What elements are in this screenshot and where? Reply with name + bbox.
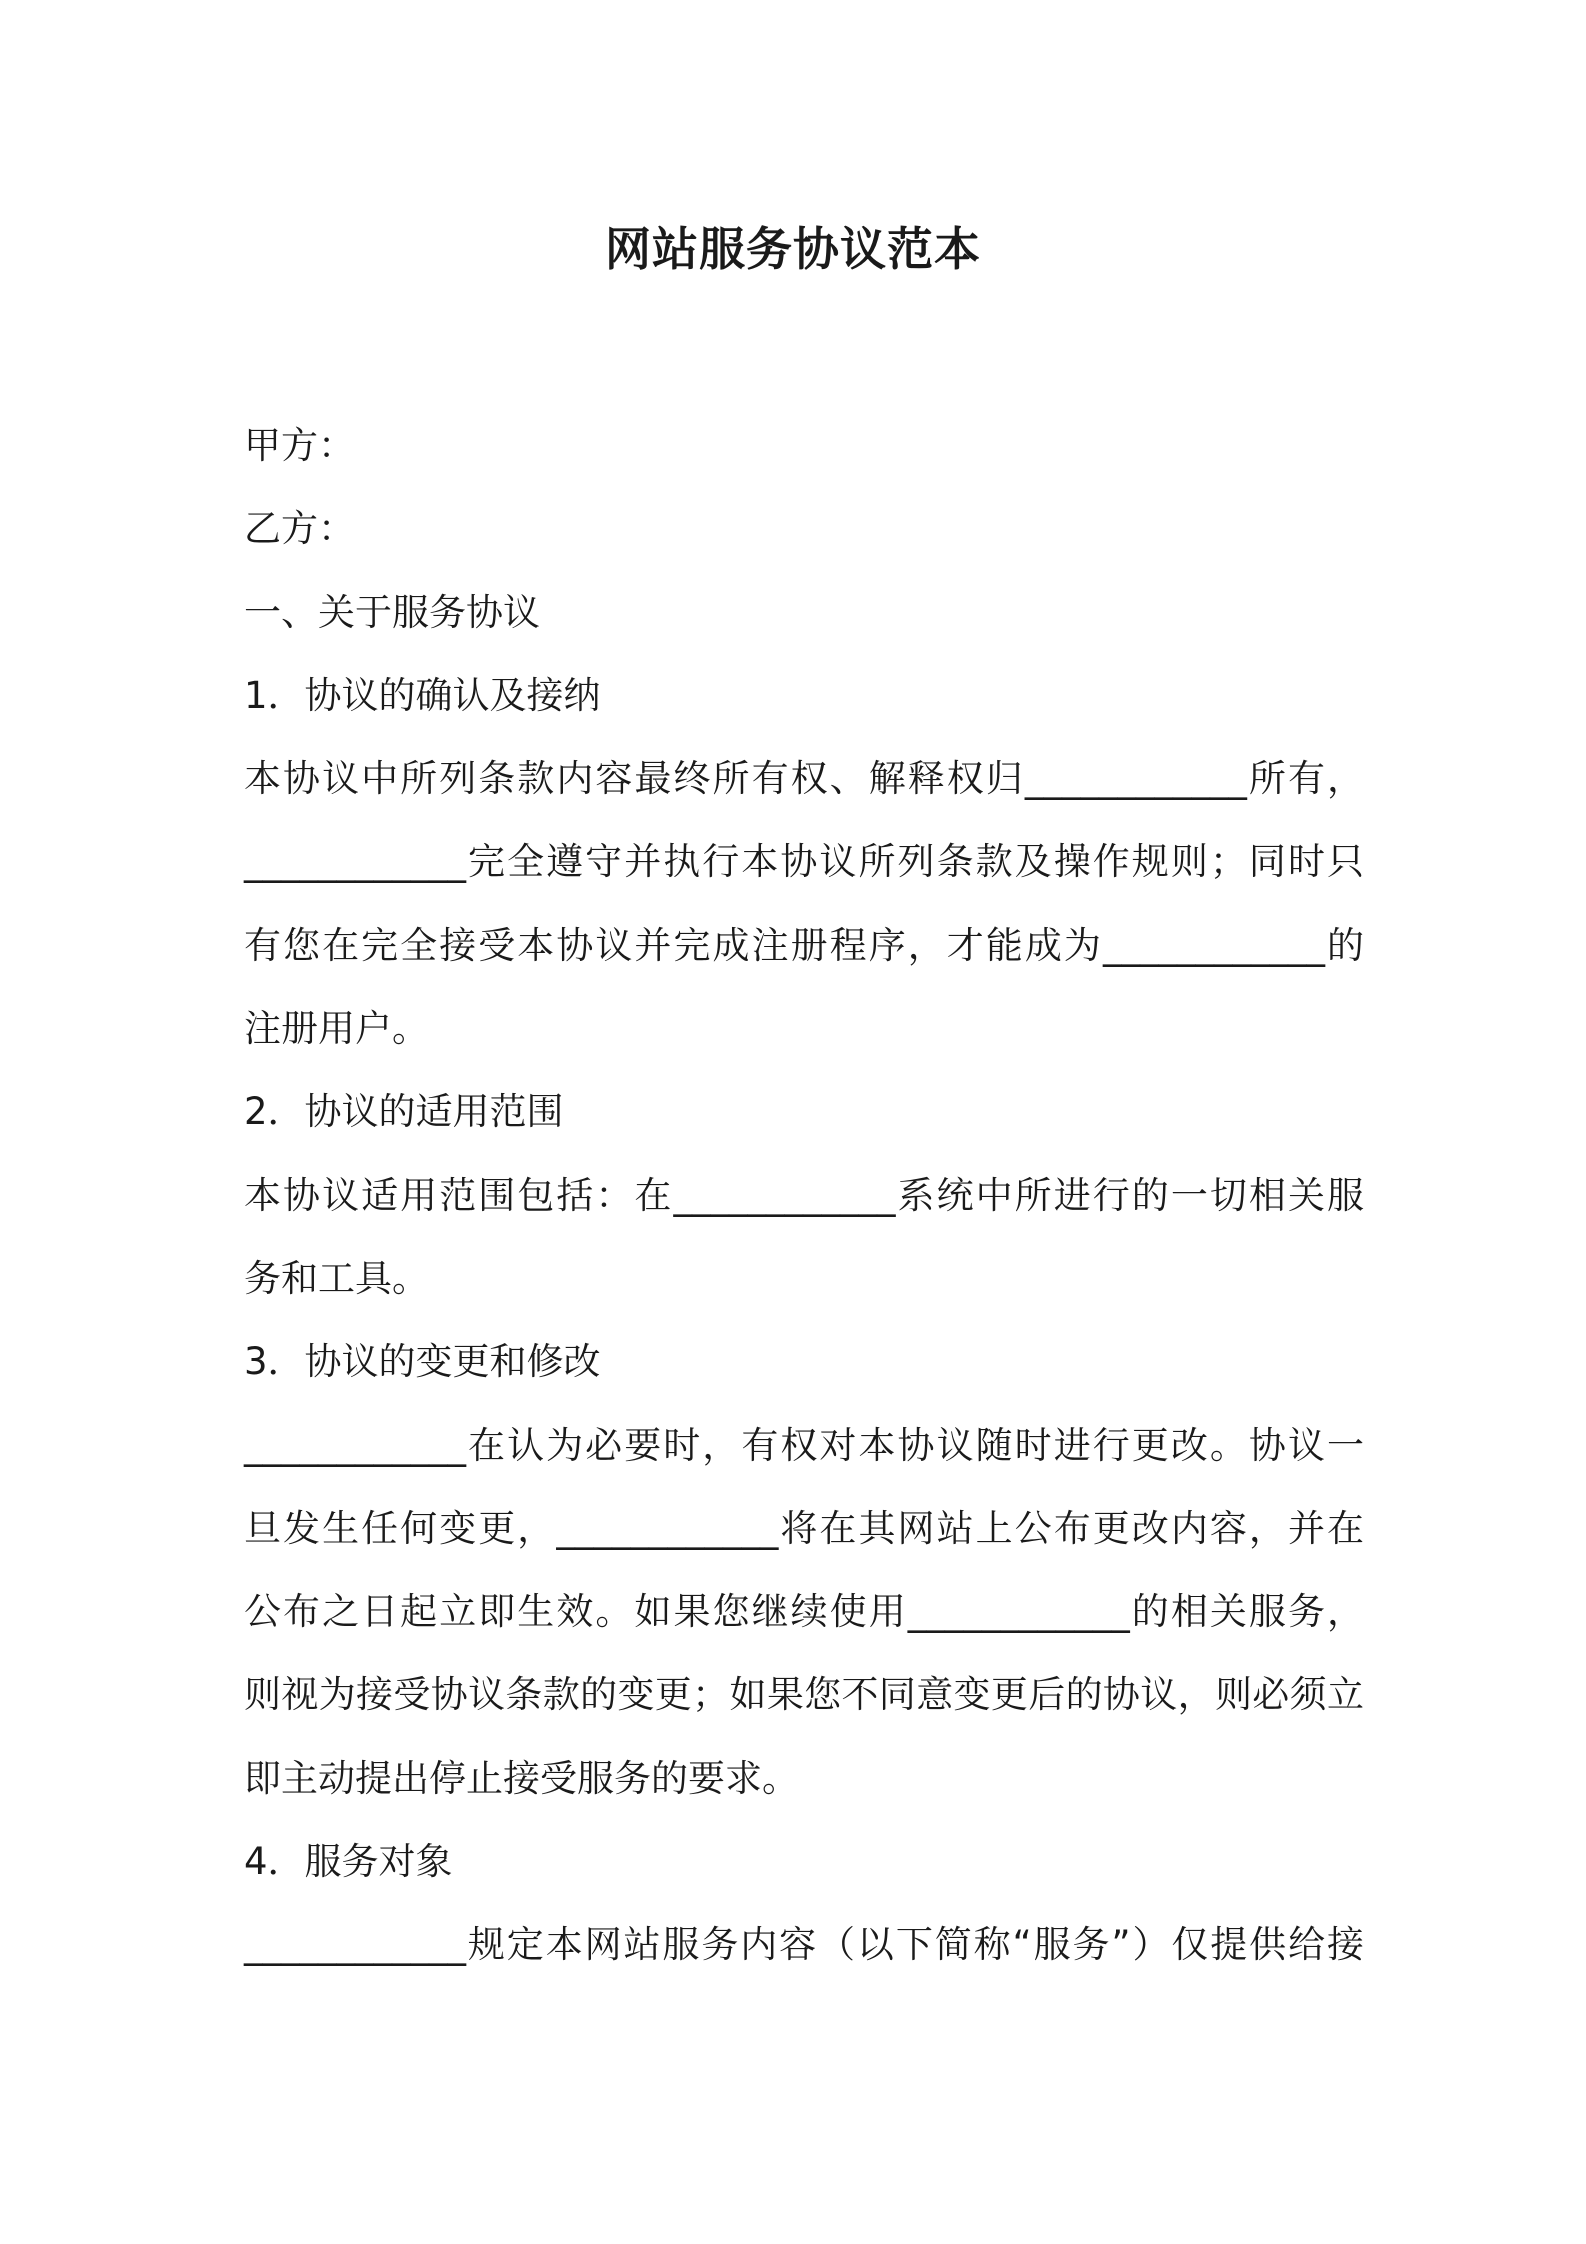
paragraph-line: 有您在完全接受本协议并完成注册程序，才能成为____________的	[244, 923, 1364, 967]
paragraph-line: 旦发生任何变更，____________将在其网站上公布更改内容，并在	[244, 1506, 1364, 1550]
paragraph-line: 即主动提出停止接受服务的要求。	[244, 1756, 799, 1800]
paragraph-line: ____________在认为必要时，有权对本协议随时进行更改。协议一	[244, 1423, 1364, 1467]
document-body	[244, 404, 1364, 1987]
party-a-label: 甲方：	[244, 424, 355, 467]
clause-heading: 2．协议的适用范围	[244, 1090, 564, 1134]
document-title: 网站服务协议范本	[605, 222, 981, 276]
paragraph-line: 则视为接受协议条款的变更；如果您不同意变更后的协议，则必须立	[244, 1673, 1364, 1717]
paragraph-line: ____________完全遵守并执行本协议所列条款及操作规则；同时只	[244, 840, 1364, 884]
party-b-label: 乙方：	[244, 507, 355, 551]
paragraph-line: ____________规定本网站服务内容（以下简称“服务”）仅提供给接	[244, 1923, 1364, 1967]
paragraph-line: 注册用户。	[244, 1007, 429, 1051]
clause-heading: 4．服务对象	[244, 1840, 453, 1884]
clause-heading: 3．协议的变更和修改	[244, 1340, 601, 1384]
paragraph-line: 本协议中所列条款内容最终所有权、解释权归____________所有，	[244, 757, 1364, 801]
clause-heading: 1．协议的确认及接纳	[244, 673, 601, 717]
paragraph-line: 本协议适用范围包括：在____________系统中所进行的一切相关服	[244, 1173, 1364, 1217]
paragraph-line: 公布之日起立即生效。如果您继续使用____________的相关服务，	[244, 1590, 1364, 1634]
paragraph-line: 务和工具。	[244, 1256, 429, 1300]
section-heading: 一、关于服务协议	[244, 590, 540, 634]
